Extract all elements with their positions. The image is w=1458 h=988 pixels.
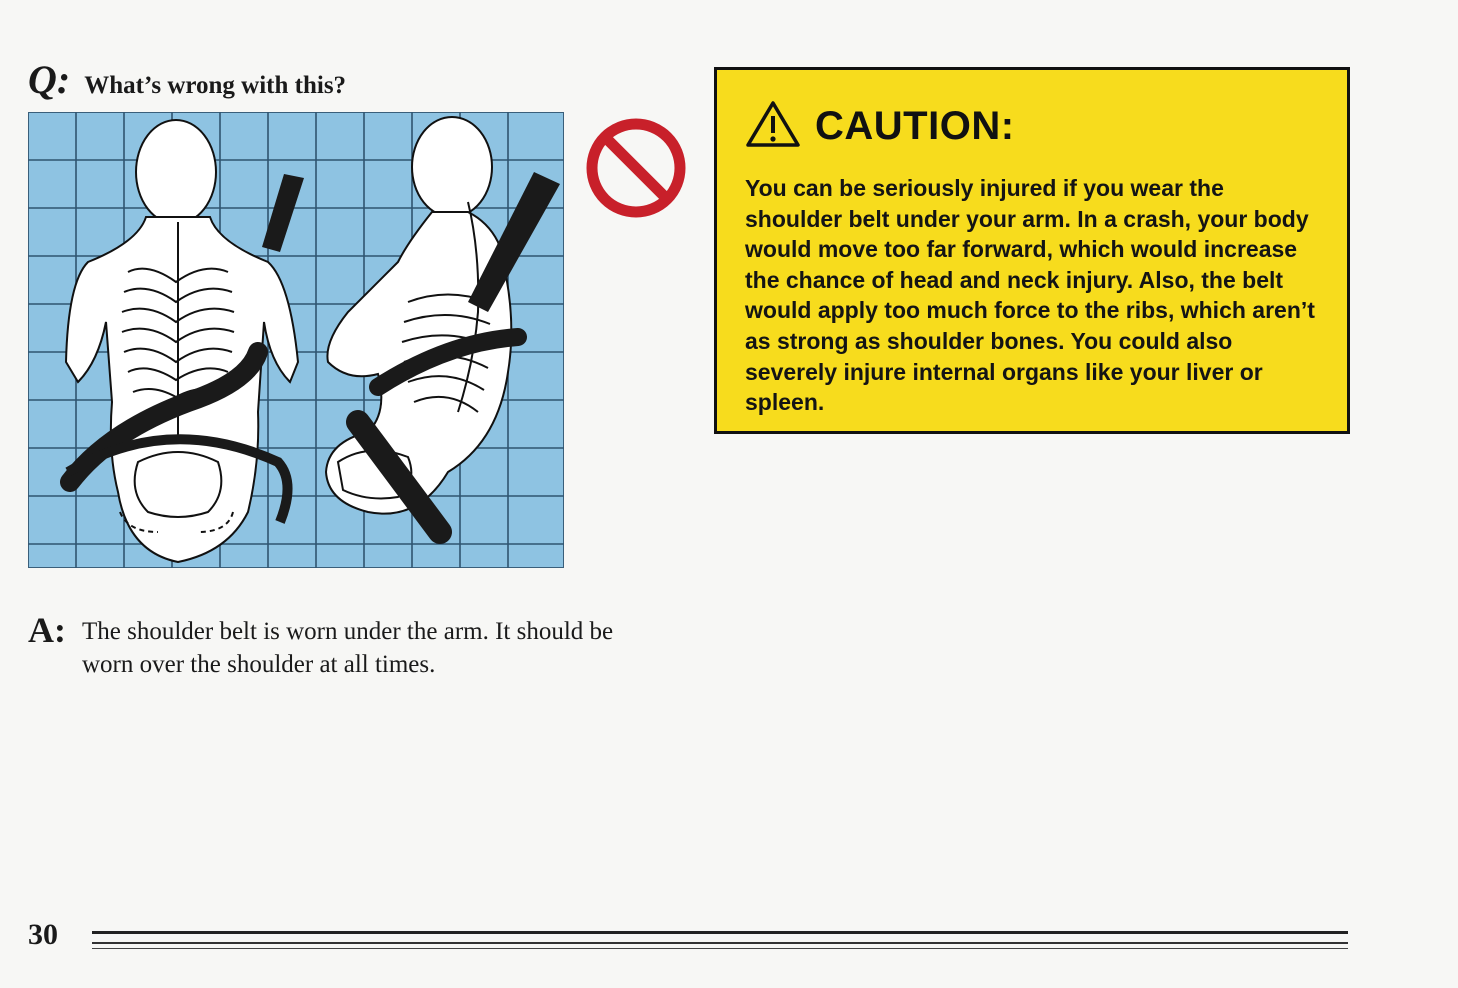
warning-triangle-icon	[745, 100, 801, 153]
caution-body: You can be seriously injured if you wear the shoulder belt under your arm. In a crash, your body would move too far forward, which would increase the chance of head and neck injury. Also, the belt would apply too much force to the ribs, which aren’t as strong as shoulder bones. You could also severely injure internal organs like your liver or spleen.	[745, 175, 1315, 416]
footer-rule	[92, 931, 1348, 934]
caution-header	[745, 100, 1321, 153]
footer-rule	[92, 942, 1348, 944]
seatbelt-skeleton-illustration	[28, 112, 564, 568]
answer-marker: A:	[28, 610, 66, 650]
footer-rule	[92, 948, 1348, 949]
question-text: What’s wrong with this?	[84, 72, 347, 99]
page-number: 30	[28, 918, 58, 951]
prohibited-icon	[584, 116, 688, 220]
answer	[28, 612, 662, 681]
caution-title: CAUTION:	[815, 104, 1015, 148]
question	[28, 56, 346, 103]
caution-box	[714, 67, 1350, 434]
answer-text: The shoulder belt is worn under the arm. It should be worn over the shoulder at all times.	[82, 618, 614, 678]
question-marker: Q:	[28, 57, 71, 102]
